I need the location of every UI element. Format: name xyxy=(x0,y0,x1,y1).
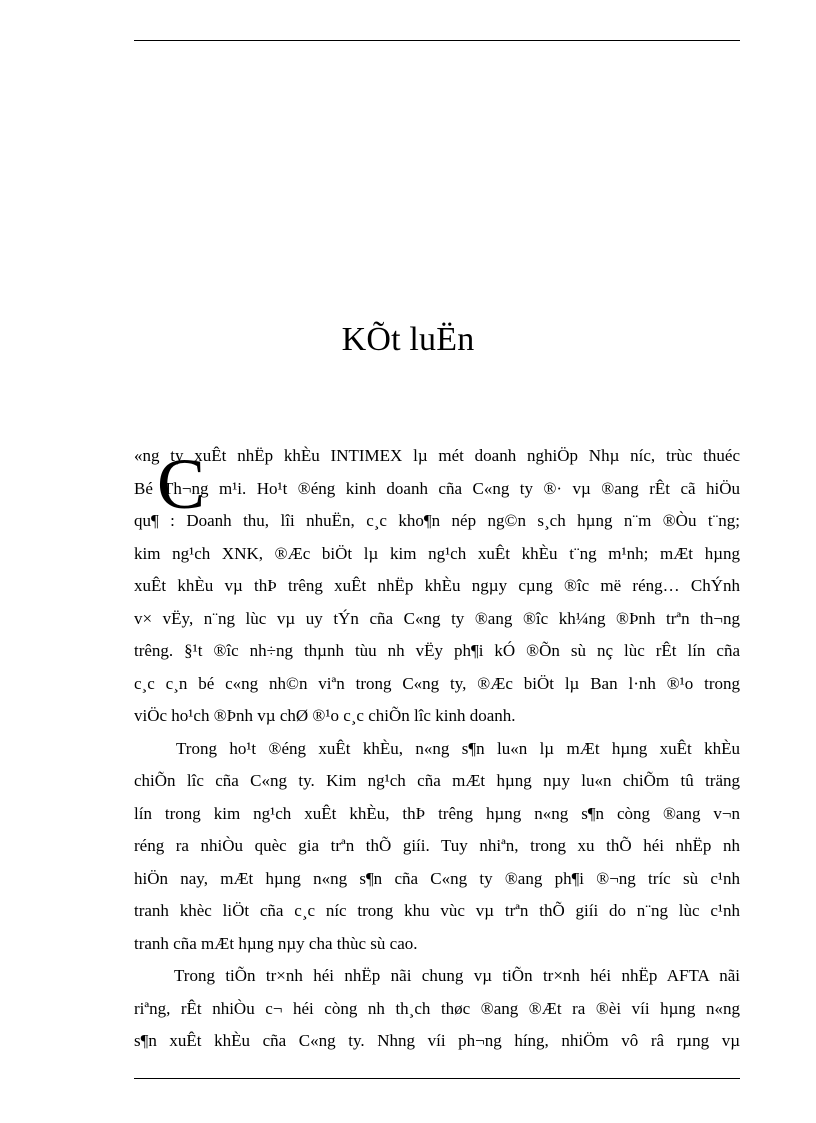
text-line: tranh cña mÆt hµng nµy cha thùc sù cao. xyxy=(134,933,418,953)
text-line: kim ng¹ch XNK, ®Æc biÖt lµ kim ng¹ch xuÊt khÈu t¨ng m¹nh; mÆt hµng xyxy=(134,543,740,563)
paragraph xyxy=(134,960,740,1058)
text-line: chiÕn lîc cña C«ng ty. Kim ng¹ch cña mÆt hµng nµy lu«n chiÕm tû träng xyxy=(134,771,740,790)
text-line: Trong ho¹t ®éng xuÊt khÈu, n«ng s¶n lu«n lµ mÆt hµng xuÊt khÈu xyxy=(176,738,740,758)
text-line: v× vËy, n¨ng lùc vµ uy tÝn cña C«ng ty ®ang ®îc kh¼ng ®Þnh trªn th¬ng xyxy=(134,608,740,628)
text-line: riªng, rÊt nhiÒu c¬ héi còng nh th¸ch thøc ®ang ®Æt ra ®èi víi hµng n«ng xyxy=(134,998,740,1018)
body-text xyxy=(134,440,740,1058)
text-line: «ng ty xuÊt nhËp khÈu INTIMEX lµ mét doanh nghiÖp Nhµ níc, trùc thuéc xyxy=(134,446,740,465)
text-line: Trong tiÕn tr×nh héi nhËp nãi chung vµ tiÕn tr×nh héi nhËp AFTA nãi xyxy=(174,966,740,985)
text-line: hiÖn nay, mÆt hµng n«ng s¶n cña C«ng ty ®ang ph¶i ®¬ng tríc sù c¹nh xyxy=(134,868,740,888)
text-line: réng ra nhiÒu quèc gia trªn thÕ giíi. Tuy nhiªn, trong xu thÕ héi nhËp nh xyxy=(134,836,740,855)
text-line: qu¶ : Doanh thu, lîi nhuËn, c¸c kho¶n nép ng©n s¸ch hµng n¨m ®Òu t¨ng; xyxy=(134,511,740,530)
paragraph xyxy=(134,440,740,733)
text-line: s¶n xuÊt khÈu cña C«ng ty. Nhng víi ph¬ng híng, nhiÖm vô râ rµng vµ xyxy=(134,1031,740,1050)
drop-cap: C xyxy=(157,444,206,524)
paragraph xyxy=(134,733,740,961)
text-line: tranh khèc liÖt cña c¸c níc trong khu vùc vµ trªn thÕ giíi do n¨ng lùc c¹nh xyxy=(134,901,740,920)
text-line: trêng. §¹t ®îc nh÷ng thµnh tùu nh vËy ph¶i kÓ ®Õn sù nç lùc rÊt lín cña xyxy=(134,641,740,660)
header-rule xyxy=(134,40,740,41)
page-title: KÕt luËn xyxy=(341,321,475,358)
text-line: xuÊt khÈu vµ thÞ trêng xuÊt nhËp khÈu ngµy cµng ®îc më réng… ChÝnh xyxy=(134,576,740,595)
text-line: c¸c c¸n bé c«ng nh©n viªn trong C«ng ty, ®Æc biÖt lµ Ban l·nh ®¹o trong xyxy=(134,673,740,693)
text-line: viÖc ho¹ch ®Þnh vµ chØ ®¹o c¸c chiÕn lîc kinh doanh. xyxy=(134,706,516,725)
text-line: lín trong kim ng¹ch xuÊt khÈu, thÞ trêng hµng n«ng s¶n còng ®ang v¬n xyxy=(134,803,740,823)
text-line: Bé Th¬ng m¹i. Ho¹t ®éng kinh doanh cña C«ng ty ®· vµ ®ang rÊt cã hiÖu xyxy=(134,478,740,498)
footer-rule xyxy=(134,1078,740,1079)
